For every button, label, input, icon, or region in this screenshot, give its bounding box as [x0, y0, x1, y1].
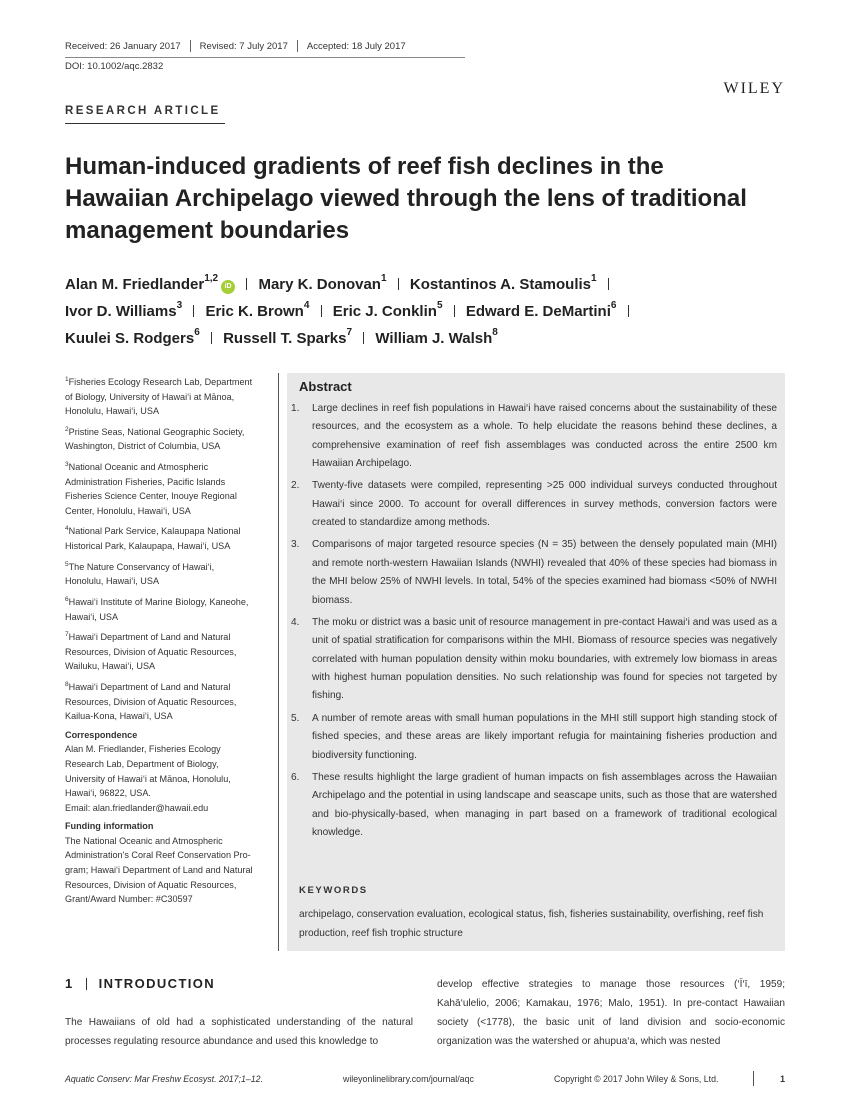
- article-type-underline: [65, 123, 225, 124]
- intro-paragraph-right: develop effective strategies to manage those resources (‘Ī‘ī, 1959; Kahā‘ulelio, 2006; Kamakau, 1976; Malo, 1951). In pre-contact Hawaiian society (<1778), the basic unit of land division and socio-economic organization was the watershed or ahupua‘a, which was nested: [437, 979, 785, 1047]
- funding-heading: Funding information: [65, 821, 154, 832]
- history-separator: [190, 40, 191, 52]
- author[interactable]: Ivor D. Williams$^3$: [65, 300, 183, 320]
- author[interactable]: Russell T. Sparks$^7$: [223, 327, 353, 347]
- author[interactable]: Eric J. Conklin$^5$: [332, 300, 443, 320]
- affiliation: $^6$Hawai‘i Institute of Marine Biology, Kaneohe, Hawai‘i, USA: [65, 595, 249, 622]
- author[interactable]: Edward E. DeMartini$^6$: [465, 300, 617, 320]
- author[interactable]: Kostantinos A. Stamoulis$^1$: [409, 273, 597, 293]
- column-divider: [278, 373, 279, 951]
- abstract-item: 2. Twenty-five datasets were compiled, representing >25 000 individual surveys conducted throughout Hawai‘i since 2000. To account for overall differences in survey methods, conversion factors were created to standardize among methods.: [291, 480, 777, 529]
- keywords: archipelago, conservation evaluation, ecological status, fish, fisheries sustainability, overfishing, reef fish production, reef fish trophic structure: [299, 909, 764, 939]
- author-separator: [398, 278, 399, 290]
- revised-date: Revised: 7 July 2017: [199, 40, 288, 52]
- article-type: RESEARCH ARTICLE: [65, 105, 221, 117]
- doi[interactable]: DOI: 10.1002/aqc.2832: [65, 61, 164, 72]
- affiliation: $^5$The Nature Conservancy of Hawai‘i, Honolulu, Hawai‘i, USA: [65, 560, 215, 587]
- abstract-item: 4. The moku or district was a basic unit of resource management in pre-contact Hawai‘i and was used as a unit of spatial stratification for comparisons within the MHI. Biomass of resource species was negatively correlated with human population density within moku boundaries, with extremely low biomass in areas with highest human population densities. No such relationship was found for species not targeted by fishing.: [291, 616, 777, 702]
- section-separator: [86, 978, 87, 990]
- abstract-item: 6. These results highlight the large gradient of human impacts on fish assemblages across the Hawaiian Archipelago and the potential in using landscape and seascape units, such as those that are watershed and bio-physically-based, when managing in part based on a framework of traditional ecological knowledge.: [291, 771, 777, 838]
- affiliation: $^4$National Park Service, Kalaupapa National Historical Park, Kalaupapa, Hawai‘i, USA: [65, 525, 241, 552]
- affiliation: $^2$Pristine Seas, National Geographic Society, Washington, District of Columbia, USA: [65, 425, 245, 452]
- accepted-date: Accepted: 18 July 2017: [306, 40, 406, 52]
- page-number: 1: [780, 1074, 785, 1084]
- affiliation: $^8$Hawai‘i Department of Land and Natural Resources, Division of Aquatic Resources, Kailua-Kona, Hawai‘i, USA: [65, 680, 237, 722]
- author-separator: [246, 278, 247, 290]
- correspondence: Correspondence Alan M. Friedlander, Fisheries Ecology Research Lab, Department of Biology, University of Hawai‘i at Mānoa, Honolulu, Hawai‘i, 96822, USA. Email: alan.friedlander@hawaii.edu: [65, 728, 270, 816]
- author-separator: [321, 305, 322, 317]
- abstract-item: 5. A number of remote areas with small human populations in the MHI still support high standing stock of fished species, and these areas are likely important refugia for maintaining fisheries production and biodiversity functioning.: [291, 712, 777, 761]
- correspondence-heading: Correspondence: [65, 729, 138, 740]
- author-separator: [193, 305, 194, 317]
- orcid-icon[interactable]: iD: [221, 280, 235, 294]
- history-separator: [297, 40, 298, 52]
- footer-separator: [753, 1071, 754, 1086]
- section-heading-introduction: [65, 976, 215, 991]
- author-list: [65, 271, 785, 352]
- abstract-item: 3. Comparisons of major targeted resource species (N = 35) between the densely populated main (MHI) and remote north-western Hawaiian Islands (NWHI) revealed that 40% of these species had biomass in the MHI below 25% of NWHI levels. In total, 54% of the species examined had biomass <50% of NWHI biomass.: [291, 539, 777, 606]
- author[interactable]: Alan M. Friedlander$^{1,2}$: [65, 273, 219, 293]
- publisher-logo: WILEY: [723, 80, 785, 97]
- author[interactable]: William J. Walsh$^8$: [375, 327, 498, 347]
- affiliation: $^1$Fisheries Ecology Research Lab, Department of Biology, University of Hawai‘i at Mānoa, Honolulu, Hawai‘i, USA: [65, 376, 253, 417]
- keywords-heading: KEYWORDS: [299, 885, 368, 896]
- journal-url[interactable]: wileyonlinelibrary.com/journal/aqc: [343, 1074, 474, 1084]
- author-separator: [628, 305, 629, 317]
- funding-information: Funding information The National Oceanic and Atmospheric Administration's Coral Reef Conservation Pro- gram; Hawai‘i Department of Land and Natural Resources, Division of Aquatic Resources, Grant/Award Number: #C30597: [65, 819, 270, 907]
- abstract-list: [291, 400, 777, 846]
- journal-citation: Aquatic Conserv: Mar Freshw Ecosyst. 2017;1–12.: [65, 1074, 264, 1084]
- header-rule: [65, 57, 465, 58]
- affiliations-column: [65, 373, 270, 911]
- abstract-item: 1. Large declines in reef fish populations in Hawai‘i have raised concerns about the sustainability of these resources, and the ecosystem as a whole. To help elucidate the reasons behind these declines, a comprehensive examination of reef fish assemblages was conducted across the entire 2500 km Hawaiian Archipelago.: [291, 403, 777, 470]
- abstract-heading: Abstract: [299, 379, 352, 394]
- section-title: INTRODUCTION: [98, 976, 216, 991]
- author[interactable]: Mary K. Donovan$^1$: [258, 273, 387, 293]
- correspondence-email[interactable]: Email: alan.friedlander@hawaii.edu: [65, 802, 209, 813]
- author[interactable]: Kuulei S. Rodgers$^6$: [65, 327, 200, 347]
- author-separator: [454, 305, 455, 317]
- affiliation: $^3$National Oceanic and Atmospheric Administration Fisheries, Pacific Islands Fisheries Science Center, Inouye Regional Center, Honolulu, Hawai‘i, USA: [65, 461, 237, 516]
- article-title: Human-induced gradients of reef fish declines in the Hawaiian Archipelago viewed through the lens of traditional management boundaries: [65, 153, 747, 244]
- copyright: Copyright © 2017 John Wiley & Sons, Ltd.: [554, 1074, 719, 1084]
- author-separator: [363, 332, 364, 344]
- author-separator: [211, 332, 212, 344]
- received-date: Received: 26 January 2017: [65, 40, 181, 52]
- affiliation: $^7$Hawai‘i Department of Land and Natural Resources, Division of Aquatic Resources, Wailuku, Hawai‘i, USA: [65, 631, 237, 672]
- author-separator: [608, 278, 609, 290]
- article-history: [65, 40, 406, 52]
- section-number: 1: [65, 976, 74, 991]
- intro-paragraph-left: The Hawaiians of old had a sophisticated understanding of the natural processes regulating resource abundance and used this knowledge to: [65, 1017, 413, 1047]
- author[interactable]: Eric K. Brown$^4$: [205, 300, 310, 320]
